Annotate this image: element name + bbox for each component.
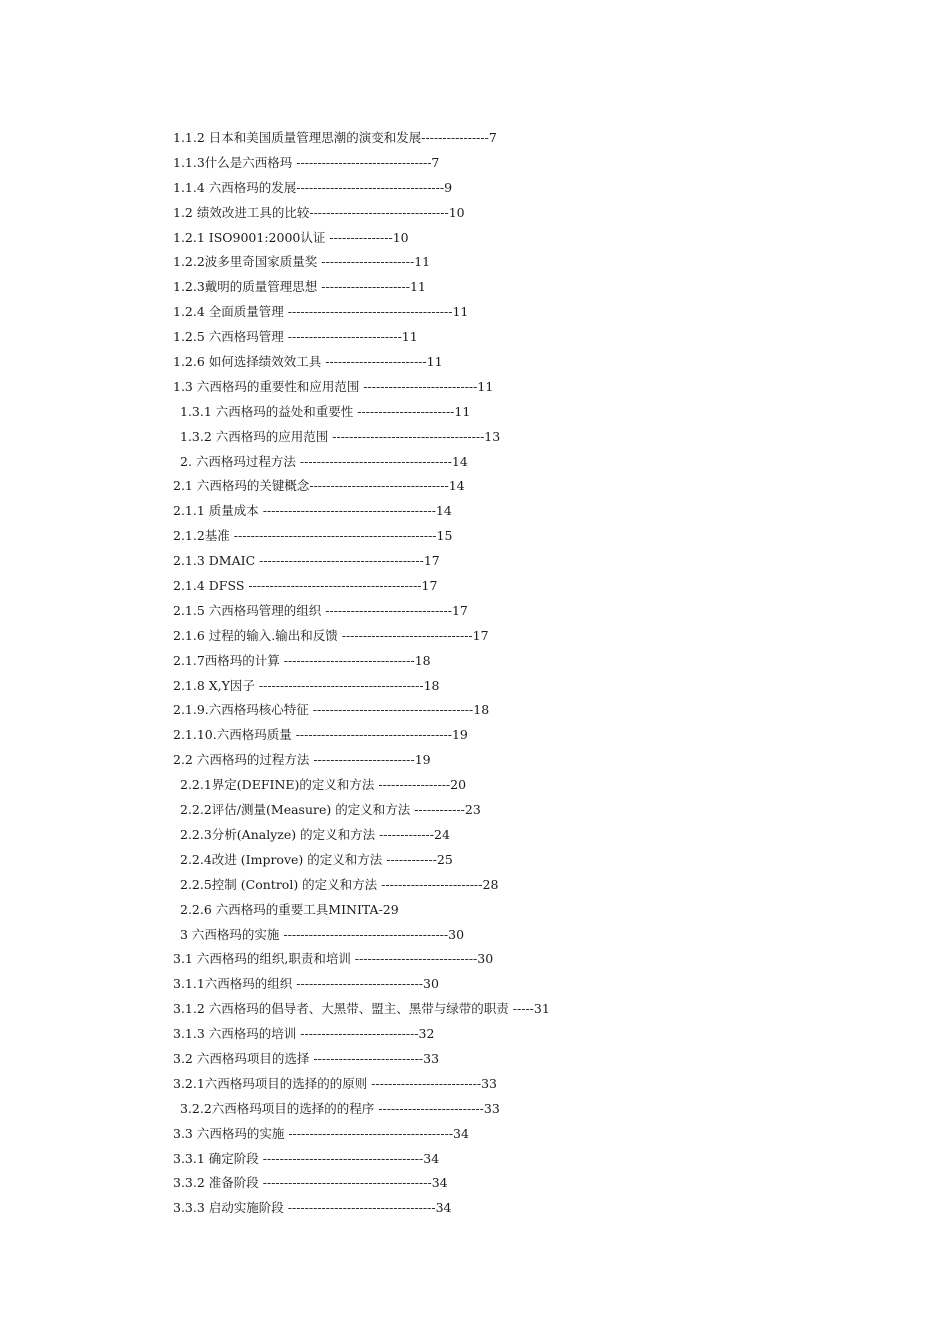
toc-entry: 1.2.2波多里奇国家质量奖 ----------------------11 (173, 254, 431, 270)
toc-entry: 1.2.3戴明的质量管理思想 ---------------------11 (173, 279, 426, 295)
toc-entry: 2.1.7西格玛的计算 -------------------------------18 (173, 652, 431, 668)
toc-entry: 2.1.10.六西格玛质量 -------------------------------------19 (173, 727, 468, 743)
toc-entry: 2.1.2基准 ------------------------------------------------15 (173, 528, 453, 544)
toc-entry: 2.1.4 DFSS -----------------------------------------17 (173, 578, 438, 594)
toc-entry: 2.1.8 X,Y因子 ---------------------------------------18 (173, 677, 440, 693)
toc-entry: 3 六西格玛的实施 ---------------------------------------30 (180, 926, 465, 942)
toc-entry: 2.2.3分析(Analyze) 的定义和方法 -------------24 (180, 826, 450, 842)
toc-entry: 2.2.2评估/测量(Measure) 的定义和方法 ------------23 (180, 802, 481, 818)
toc-entry: 2.1.1 质量成本 -----------------------------------------14 (173, 503, 452, 519)
toc-entry: 3.3.2 准备阶段 ----------------------------------------34 (173, 1175, 448, 1191)
toc-entry: 2.2.6 六西格玛的重要工具MINITA-29 (180, 901, 399, 917)
toc-entry: 3.2.2六西格玛项目的选择的的程序 -------------------------33 (180, 1100, 500, 1116)
toc-entry: 1.1.2 日本和美国质量管理思潮的演变和发展----------------7 (173, 130, 497, 145)
toc-entry: 2.1 六西格玛的关键概念---------------------------------14 (173, 478, 465, 494)
toc-entry: 3.3.3 启动实施阶段 -----------------------------------34 (173, 1200, 452, 1216)
toc-entry: 3.1.3 六西格玛的培训 ----------------------------32 (173, 1026, 435, 1042)
toc-entry: 1.1.3什么是六西格玛 --------------------------------7 (173, 154, 440, 170)
toc-entry: 1.3.2 六西格玛的应用范围 ------------------------------------13 (180, 428, 501, 444)
table-of-contents (173, 126, 893, 1221)
toc-entry: 1.3.1 六西格玛的益处和重要性 -----------------------11 (180, 403, 471, 419)
toc-entry: 2. 六西格玛过程方法 ------------------------------------14 (180, 453, 468, 469)
toc-entry: 1.2.6 如何选择绩效效工具 ------------------------11 (173, 354, 443, 370)
toc-entry: 3.3.1 确定阶段 --------------------------------------34 (173, 1150, 440, 1166)
toc-entry: 2.1.3 DMAIC ---------------------------------------17 (173, 553, 440, 569)
toc-entry: 2.2 六西格玛的过程方法 ------------------------19 (173, 752, 431, 768)
toc-entry: 1.2 绩效改进工具的比较---------------------------------10 (173, 204, 465, 220)
toc-entry: 2.2.5控制 (Control) 的定义和方法 ------------------------28 (180, 876, 499, 892)
toc-entry: 1.3 六西格玛的重要性和应用范围 ---------------------------11 (173, 378, 494, 394)
toc-entry: 3.1.2 六西格玛的倡导者、大黑带、盟主、黑带与绿带的职责 -----31 (173, 1001, 550, 1017)
toc-entry: 2.1.9.六西格玛核心特征 --------------------------------------18 (173, 702, 490, 718)
toc-entry: 3.1.1六西格玛的组织 ------------------------------30 (173, 976, 439, 992)
toc-entry: 2.2.4改进 (Improve) 的定义和方法 ------------25 (180, 851, 453, 867)
toc-entry: 1.2.4 全面质量管理 ---------------------------------------11 (173, 304, 469, 320)
toc-entry: 2.1.5 六西格玛管理的组织 ------------------------------17 (173, 602, 468, 618)
toc-entry: 3.2.1六西格玛项目的选择的的原则 --------------------------33 (173, 1075, 497, 1091)
toc-entry: 1.2.1 ISO9001:2000认证 ---------------10 (173, 229, 409, 245)
toc-entry: 2.2.1界定(DEFINE)的定义和方法 -----------------20 (180, 777, 467, 793)
toc-entry: 3.2 六西格玛项目的选择 --------------------------33 (173, 1050, 440, 1066)
toc-entry: 3.3 六西格玛的实施 ---------------------------------------34 (173, 1125, 469, 1141)
toc-entry: 2.1.6 过程的输入.输出和反馈 -------------------------------17 (173, 627, 489, 643)
toc-entry: 1.2.5 六西格玛管理 ---------------------------11 (173, 329, 418, 345)
toc-entry: 1.1.4 六西格玛的发展-----------------------------------9 (173, 179, 453, 195)
toc-entry: 3.1 六西格玛的组织,职责和培训 -----------------------------30 (173, 951, 494, 967)
